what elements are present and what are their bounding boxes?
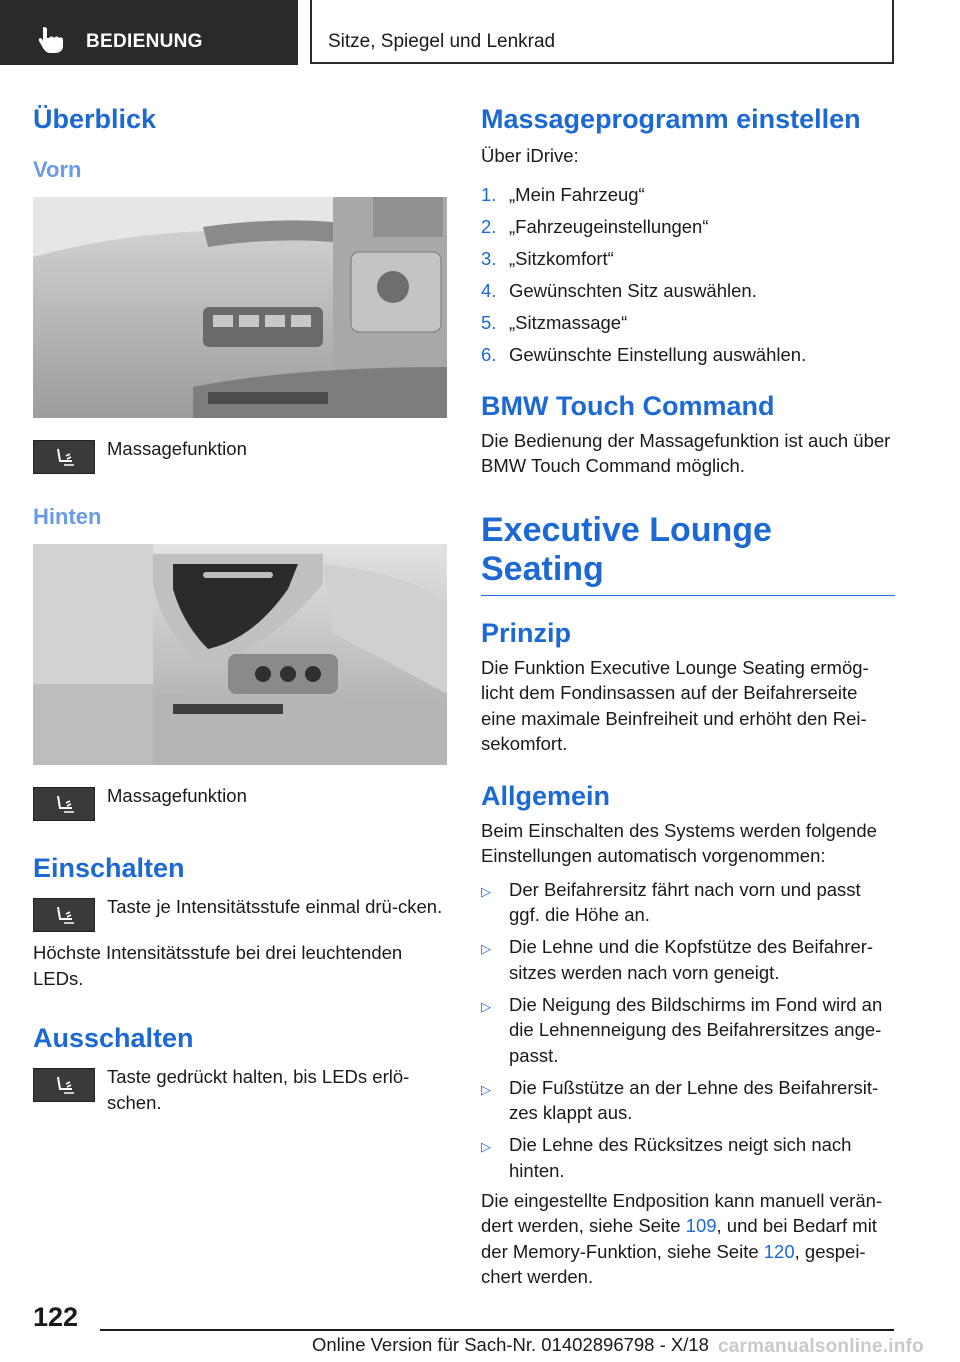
step-number: 4. bbox=[481, 279, 497, 301]
switch-on-heading: Einschalten bbox=[33, 853, 185, 883]
bullet-item bbox=[481, 877, 895, 928]
step-text: Gewünschte Einstellung auswählen. bbox=[509, 343, 807, 365]
footer-divider bbox=[100, 1329, 894, 1331]
rear-heading: Hinten bbox=[33, 504, 102, 529]
switch-off-text: Taste gedrückt halten, bis LEDs erlö-schen. bbox=[107, 1066, 410, 1113]
bullet-text: Die Fußstütze an der Lehne des Beifahrersit-zes klappt aus. bbox=[509, 1076, 879, 1123]
triangle-bullet-icon: ▷ bbox=[481, 1081, 491, 1097]
massage-program-heading: Massageprogramm einstellen bbox=[481, 104, 861, 134]
page-number: 122 bbox=[33, 1302, 79, 1332]
left-column bbox=[33, 100, 447, 1115]
seat-massage-icon bbox=[33, 440, 95, 474]
step-text: „Sitzkomfort“ bbox=[509, 247, 614, 269]
touch-command-text: Die Bedienung der Massagefunktion ist auch über BMW Touch Command möglich. bbox=[481, 429, 891, 476]
step-number: 5. bbox=[481, 311, 497, 333]
rear-icon-row bbox=[33, 787, 447, 821]
closing-text-part: , und bei Bedarf mit der Memory-Funktion, siehe Seite bbox=[481, 1215, 877, 1262]
step-text: „Fahrzeugeinstellungen“ bbox=[509, 215, 709, 237]
triangle-bullet-icon: ▷ bbox=[481, 883, 491, 899]
seat-massage-icon bbox=[33, 898, 95, 932]
bullet-item bbox=[481, 1075, 895, 1126]
step-item bbox=[481, 275, 895, 307]
section-tab bbox=[0, 0, 298, 65]
step-item bbox=[481, 179, 895, 211]
step-item bbox=[481, 307, 895, 339]
front-icon-row bbox=[33, 440, 447, 474]
step-item bbox=[481, 211, 895, 243]
bullet-text: Die Lehne des Rücksitzes neigt sich nach hinten. bbox=[509, 1134, 852, 1181]
general-bullet-list bbox=[481, 877, 895, 1184]
closing-text bbox=[481, 1188, 895, 1290]
section-label: BEDIENUNG bbox=[86, 31, 203, 52]
switch-on-row bbox=[33, 898, 447, 932]
online-version-text: Online Version für Sach-Nr. 01402896798 - X/18 bbox=[312, 1334, 709, 1355]
triangle-bullet-icon: ▷ bbox=[481, 998, 491, 1014]
page-link-109[interactable]: 109 bbox=[685, 1215, 717, 1236]
step-number: 6. bbox=[481, 343, 497, 365]
switch-off-row bbox=[33, 1068, 447, 1115]
principle-heading: Prinzip bbox=[481, 617, 572, 648]
executive-lounge-heading: Executive Lounge Seating bbox=[481, 511, 895, 596]
step-item bbox=[481, 339, 895, 371]
triangle-bullet-icon: ▷ bbox=[481, 941, 491, 956]
general-text: Beim Einschalten des Systems werden folgende Einstellungen automatisch vorgenommen: bbox=[481, 819, 877, 866]
bullet-text: Die Neigung des Bildschirms im Fond wird an die Lehnenneigung des Beifahrersitzes ange-passt. bbox=[509, 993, 883, 1066]
closing-text-part: , gespei-chert werden. bbox=[481, 1240, 866, 1287]
seat-massage-icon bbox=[33, 1068, 95, 1102]
general-heading: Allgemein bbox=[481, 780, 611, 811]
page-link-120[interactable]: 120 bbox=[763, 1240, 795, 1262]
front-heading: Vorn bbox=[33, 157, 82, 182]
rear-icon-caption: Massagefunktion bbox=[107, 785, 247, 806]
principle-text: Die Funktion Executive Lounge Seating ermög-licht dem Fondinsassen auf der Beifahrerseite eine maximale Beinfreiheit und erhöht den Rei-sekomfort. bbox=[481, 656, 869, 754]
bullet-text: Die Lehne und die Kopfstütze des Beifahrer-sitzes werden nach vorn geneigt. bbox=[509, 936, 874, 983]
bullet-text: Der Beifahrersitz fährt nach vorn und passt ggf. die Höhe an. bbox=[509, 878, 861, 925]
via-idrive-text: Über iDrive: bbox=[481, 145, 579, 166]
right-column bbox=[481, 100, 895, 1290]
bullet-item bbox=[481, 934, 895, 985]
switch-on-note: Höchste Intensitätsstufe bei drei leuchtenden LEDs. bbox=[33, 942, 403, 989]
bullet-item bbox=[481, 992, 895, 1069]
idrive-steps-list bbox=[481, 179, 895, 371]
step-number: 3. bbox=[481, 247, 497, 269]
chapter-header bbox=[310, 0, 894, 64]
chapter-title: Sitze, Spiegel und Lenkrad bbox=[328, 31, 556, 52]
step-number: 1. bbox=[481, 183, 497, 205]
closing-text-part: Die eingestellte Endposition kann manuell verän-dert werden, siehe Seite bbox=[481, 1189, 883, 1236]
triangle-bullet-icon: ▷ bbox=[481, 1139, 491, 1154]
step-text: „Sitzmassage“ bbox=[509, 311, 628, 333]
step-number: 2. bbox=[481, 215, 497, 237]
switch-on-text: Taste je Intensitätsstufe einmal drü-cken. bbox=[107, 896, 443, 917]
front-door-photo bbox=[33, 197, 447, 418]
rear-door-photo bbox=[33, 544, 447, 765]
bullet-item bbox=[481, 1132, 895, 1183]
front-icon-caption: Massagefunktion bbox=[107, 438, 247, 459]
touch-command-heading: BMW Touch Command bbox=[481, 390, 775, 421]
overview-heading: Überblick bbox=[33, 104, 157, 134]
step-text: Gewünschten Sitz auswählen. bbox=[509, 279, 757, 301]
watermark: carmanualsonline.info bbox=[718, 1336, 924, 1357]
seat-massage-icon bbox=[33, 787, 95, 821]
switch-off-heading: Ausschalten bbox=[33, 1023, 194, 1053]
step-text: „Mein Fahrzeug“ bbox=[509, 183, 645, 205]
step-item bbox=[481, 243, 895, 275]
hand-pointer-icon bbox=[38, 26, 64, 54]
